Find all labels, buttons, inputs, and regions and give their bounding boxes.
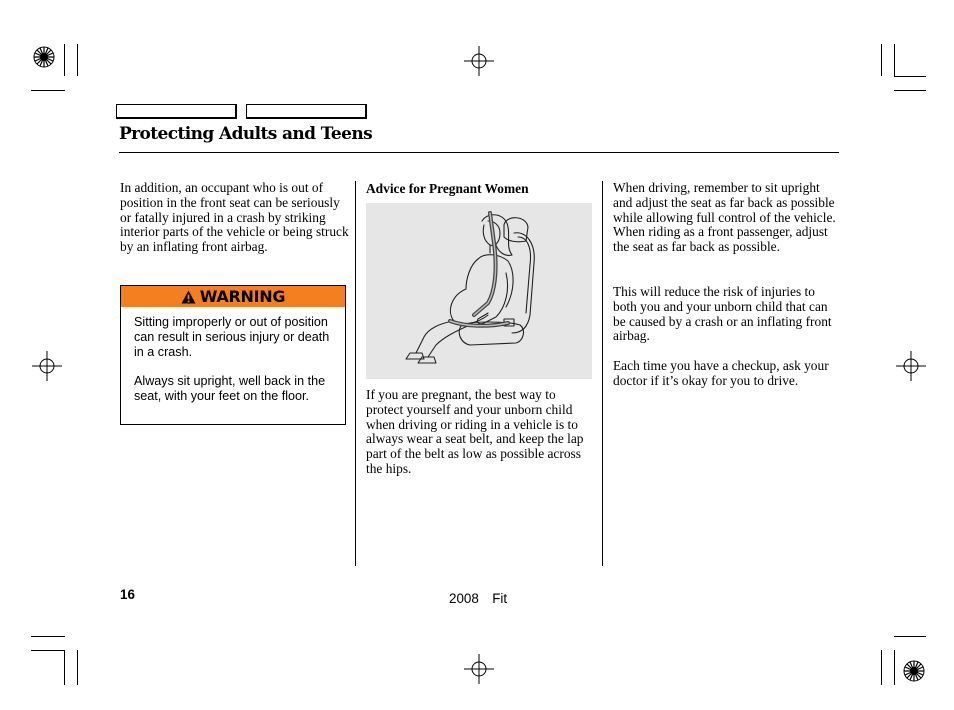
warning-text-2: Always sit upright, well back in the seat, with your feet on the floor.: [134, 374, 326, 403]
seatbelt-illustration-icon: [366, 203, 592, 379]
column-separator: [355, 181, 356, 566]
footer-model: 2008 Fit: [449, 591, 508, 606]
page-title: Protecting Adults and Teens: [119, 124, 373, 144]
crop-mark: [31, 636, 65, 637]
warning-box: [120, 285, 346, 425]
pregnant-woman-seatbelt-illustration: [366, 203, 592, 379]
warning-label: WARNING: [199, 287, 286, 306]
column-separator: [602, 181, 603, 566]
crop-mark: [64, 650, 65, 685]
crop-mark: [894, 650, 895, 685]
warning-triangle-icon: [181, 290, 196, 304]
section-heading: Advice for Pregnant Women: [366, 181, 529, 196]
crop-mark: [894, 76, 926, 77]
crop-mark: [64, 44, 65, 76]
risk-reduction-paragraph: This will reduce the risk of injuries to both you and your unborn child that can be caused by a crash or an inflating front airbag.: [613, 284, 832, 344]
doctor-checkup-paragraph: Each time you have a checkup, ask your doctor if it’s okay for you to drive.: [613, 358, 829, 388]
driving-position-paragraph: When driving, remember to sit upright and adjust the seat as far back as possible while allowing full control of the vehicle. When riding as a front passenger, adjust the seat as far back as possible.: [613, 180, 836, 255]
header-tab-box: [116, 104, 237, 119]
intro-paragraph: In addition, an occupant who is out of position in the front seat can be seriously or fatally injured in a crash by striking interior parts of the vehicle or being struck by an inflating front airbag.: [120, 180, 349, 255]
crop-mark: [31, 650, 65, 651]
sunburst-registration-icon: [33, 46, 55, 68]
crop-mark: [77, 44, 78, 76]
crop-mark: [894, 44, 895, 76]
header-tab-box: [246, 104, 367, 119]
registration-crosshair-icon: [896, 351, 926, 381]
registration-crosshair-icon: [464, 654, 494, 684]
crop-mark: [881, 44, 882, 76]
pregnancy-advice-paragraph: If you are pregnant, the best way to protect yourself and your unborn child when driving or riding in a vehicle is to always wear a seat belt, and keep the lap part of the belt as low as possible across the hips.: [366, 387, 584, 476]
warning-header: [121, 286, 345, 307]
crop-mark: [881, 650, 882, 685]
sunburst-registration-icon: [903, 660, 925, 682]
crop-mark: [894, 90, 926, 91]
registration-crosshair-icon: [32, 351, 62, 381]
registration-crosshair-icon: [464, 46, 494, 76]
crop-mark: [31, 90, 65, 91]
page-number: 16: [120, 587, 135, 602]
crop-mark: [894, 636, 926, 637]
header-rule: [119, 152, 839, 153]
warning-text-1: Sitting improperly or out of position can result in serious injury or death in a crash.: [134, 315, 330, 359]
crop-mark: [77, 650, 78, 685]
